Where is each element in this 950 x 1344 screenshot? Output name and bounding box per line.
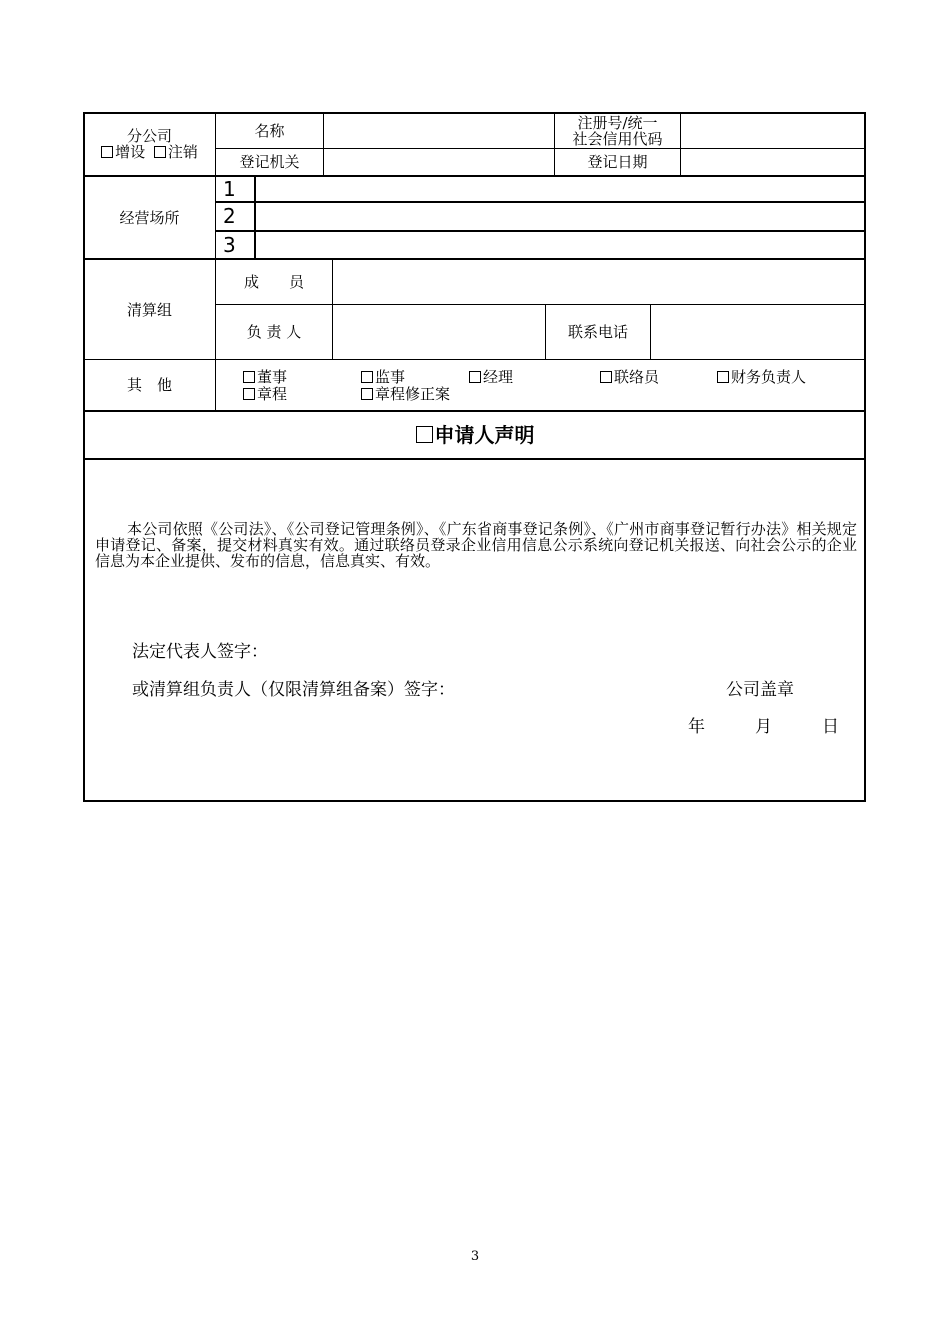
option-manager-label: 经理 bbox=[483, 368, 514, 386]
leader-field[interactable] bbox=[333, 305, 545, 359]
premises-field-3[interactable] bbox=[257, 233, 864, 258]
option-finance[interactable] bbox=[717, 369, 806, 385]
branch-label-cell bbox=[84, 113, 215, 175]
checkbox-icon bbox=[243, 371, 255, 383]
table-bottom-border bbox=[83, 800, 866, 802]
members-label: 成 员 bbox=[243, 273, 304, 291]
company-seal-label: 公司盖章 bbox=[726, 680, 794, 700]
branch-add-checkbox[interactable] bbox=[101, 146, 113, 158]
premises-field-1[interactable] bbox=[257, 177, 864, 201]
liquidation-label: 清算组 bbox=[126, 300, 172, 319]
branch-cancel-checkbox[interactable] bbox=[154, 146, 166, 158]
statement-title[interactable] bbox=[84, 420, 866, 450]
legal-rep-signature: 法定代表人签字： bbox=[132, 642, 268, 662]
premises-number-1: 1 bbox=[223, 177, 236, 201]
branch-options bbox=[101, 144, 198, 160]
branch-label: 分公司 bbox=[126, 127, 172, 145]
option-liaison[interactable] bbox=[600, 369, 659, 385]
checkbox-icon bbox=[361, 388, 373, 400]
reg-date-label: 登记日期 bbox=[587, 153, 648, 171]
statement-text: 本公司依照《公司法》、《公司登记管理条例》、《广东省商事登记条例》、《广州市商事登记暂行办法》相关规定申请登记、备案，提交材料真实有效。通过联络员登录企业信用信息公示系统向登记机关报送、向社会公示的企业信息为本企业提供、发布的信息，信息真实、有效。 bbox=[95, 520, 857, 570]
name-field[interactable] bbox=[324, 113, 554, 148]
statement-title-text: 申请人声明 bbox=[434, 423, 535, 447]
checkbox-icon bbox=[361, 371, 373, 383]
option-liaison-label: 联络员 bbox=[614, 368, 660, 386]
date-day: 日 bbox=[822, 717, 839, 737]
branch-add-label: 增设 bbox=[115, 143, 146, 161]
divider bbox=[83, 410, 866, 412]
statement-checkbox[interactable] bbox=[416, 426, 433, 443]
option-manager[interactable] bbox=[469, 369, 513, 385]
option-directors-label: 董事 bbox=[257, 368, 288, 386]
phone-label: 联系电话 bbox=[567, 323, 628, 341]
reg-no-label-line1: 注册号/统一 bbox=[577, 113, 658, 132]
divider bbox=[83, 458, 866, 460]
page-number: 3 bbox=[470, 1249, 480, 1264]
option-articles-amend-label: 章程修正案 bbox=[375, 385, 451, 403]
option-articles-label: 章程 bbox=[257, 385, 288, 403]
liquidation-leader-signature: 或清算组负责人（仅限清算组备案）签字： bbox=[132, 680, 455, 700]
option-supervisors-label: 监事 bbox=[375, 368, 406, 386]
premises-label: 经营场所 bbox=[119, 208, 180, 227]
option-finance-label: 财务负责人 bbox=[731, 368, 807, 386]
option-articles-amend[interactable] bbox=[361, 386, 450, 402]
divider bbox=[254, 176, 256, 259]
reg-no-field[interactable] bbox=[681, 113, 864, 148]
leader-label: 负 责 人 bbox=[246, 323, 302, 341]
authority-label: 登记机关 bbox=[239, 153, 300, 171]
reg-date-field[interactable] bbox=[681, 149, 864, 175]
reg-no-label-cell bbox=[555, 113, 680, 148]
premises-number-3: 3 bbox=[223, 233, 236, 257]
authority-field[interactable] bbox=[324, 149, 554, 175]
option-articles[interactable] bbox=[243, 386, 287, 402]
table-right-border bbox=[864, 112, 866, 802]
checkbox-icon bbox=[717, 371, 729, 383]
other-label: 其 他 bbox=[126, 376, 172, 394]
option-directors[interactable] bbox=[243, 369, 287, 385]
date-year: 年 bbox=[688, 717, 705, 737]
divider bbox=[215, 201, 865, 203]
name-label: 名称 bbox=[254, 121, 285, 140]
phone-field[interactable] bbox=[651, 305, 864, 359]
option-supervisors[interactable] bbox=[361, 369, 405, 385]
date-month: 月 bbox=[755, 717, 772, 737]
checkbox-icon bbox=[243, 388, 255, 400]
checkbox-icon bbox=[469, 371, 481, 383]
checkbox-icon bbox=[600, 371, 612, 383]
premises-number-2: 2 bbox=[223, 204, 236, 228]
premises-field-2[interactable] bbox=[257, 204, 864, 230]
divider bbox=[215, 230, 865, 232]
reg-no-label-line2: 社会信用代码 bbox=[572, 129, 663, 148]
members-field[interactable] bbox=[333, 260, 864, 304]
branch-cancel-label: 注销 bbox=[167, 143, 198, 161]
